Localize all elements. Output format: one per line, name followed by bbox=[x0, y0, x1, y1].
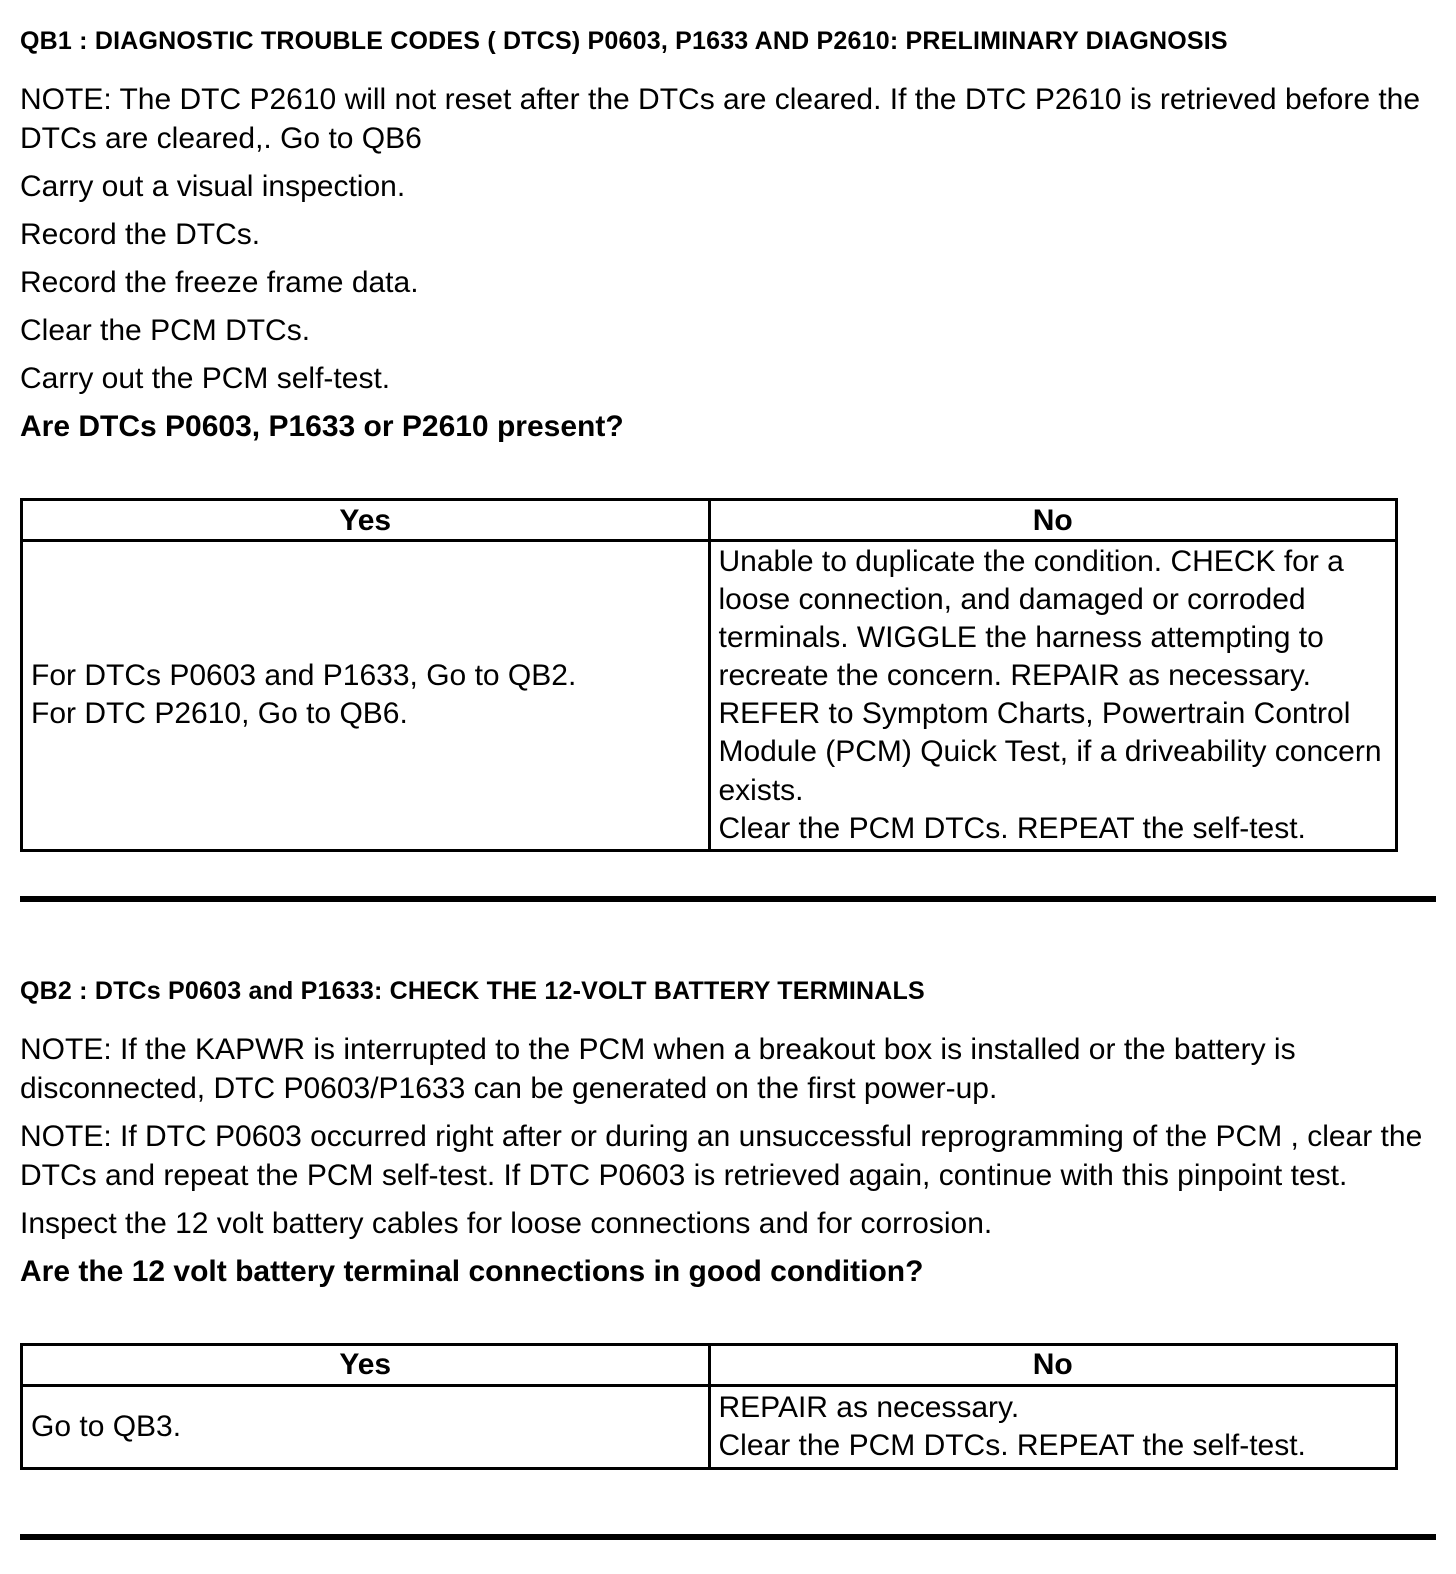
yes-cell-line: For DTCs P0603 and P1633, Go to QB2. bbox=[31, 659, 577, 693]
no-cell-line: REPAIR as necessary. bbox=[718, 1390, 1020, 1424]
step-line: Carry out a visual inspection. bbox=[20, 170, 406, 203]
note-paragraph: NOTE: If DTC P0603 occurred right after or during an unsuccessful reprogramming of the PCM , clear the DTCs and repeat the PCM self-test. If DTC P0603 is retrieved again, continue with this pinpoint test. bbox=[20, 1119, 1423, 1192]
yes-column-header: Yes bbox=[22, 500, 710, 541]
no-cell bbox=[709, 541, 1397, 851]
note-paragraph: NOTE: The DTC P2610 will not reset after the DTCs are cleared. If the DTC P2610 is retrieved before the DTCs are cleared,. Go to QB6 bbox=[20, 83, 1421, 155]
yes-no-table-qb2 bbox=[20, 1343, 1398, 1470]
yes-cell-line: For DTC P2610, Go to QB6. bbox=[31, 697, 408, 731]
no-cell-line: Clear the PCM DTCs. REPEAT the self-test. bbox=[718, 1428, 1306, 1462]
no-column-header: No bbox=[709, 1344, 1397, 1385]
yes-cell bbox=[22, 541, 710, 851]
yes-cell bbox=[22, 1385, 710, 1468]
step-line: Record the DTCs. bbox=[20, 218, 261, 251]
page-bottom-divider bbox=[20, 1534, 1436, 1540]
table-header-row bbox=[22, 1344, 1397, 1385]
no-column-header: No bbox=[709, 500, 1397, 541]
no-cell-line: REFER to Symptom Charts, Powertrain Control Module (PCM) Quick Test, if a driveability concern exists. bbox=[718, 697, 1382, 807]
decision-question: Are the 12 volt battery terminal connections in good condition? bbox=[20, 1254, 924, 1288]
table-header-row bbox=[22, 500, 1397, 541]
section-qb1 bbox=[20, 26, 1436, 852]
note-paragraph: NOTE: If the KAPWR is interrupted to the PCM when a breakout box is installed or the battery is disconnected, DTC P0603/P1633 can be generated on the first power-up. bbox=[20, 1032, 1296, 1105]
yes-cell-line: Go to QB3. bbox=[31, 1409, 182, 1443]
step-line: Record the freeze frame data. bbox=[20, 266, 419, 299]
section-divider bbox=[20, 896, 1436, 902]
table-row bbox=[22, 541, 1397, 851]
no-cell-line: Unable to duplicate the condition. CHECK for a loose connection, and damaged or corroded terminals. WIGGLE the harness attempting to recreate the concern. REPAIR as necessary. bbox=[718, 545, 1344, 693]
section-qb1-heading: QB1 : DIAGNOSTIC TROUBLE CODES ( DTCS) P0603, P1633 AND P2610: PRELIMINARY DIAGNOSIS bbox=[20, 27, 1228, 55]
table-row bbox=[22, 1385, 1397, 1468]
step-line: Carry out the PCM self-test. bbox=[20, 362, 391, 395]
step-line: Inspect the 12 volt battery cables for loose connections and for corrosion. bbox=[20, 1206, 993, 1240]
no-cell bbox=[709, 1385, 1397, 1468]
yes-column-header: Yes bbox=[22, 1344, 710, 1385]
no-cell-line: Clear the PCM DTCs. REPEAT the self-test. bbox=[718, 811, 1306, 845]
decision-question: Are DTCs P0603, P1633 or P2610 present? bbox=[20, 410, 624, 443]
section-qb2-heading: QB2 : DTCs P0603 and P1633: CHECK THE 12-VOLT BATTERY TERMINALS bbox=[20, 976, 925, 1005]
section-qb2 bbox=[20, 976, 1436, 1470]
yes-no-table-qb1 bbox=[20, 498, 1398, 852]
step-line: Clear the PCM DTCs. bbox=[20, 314, 311, 347]
